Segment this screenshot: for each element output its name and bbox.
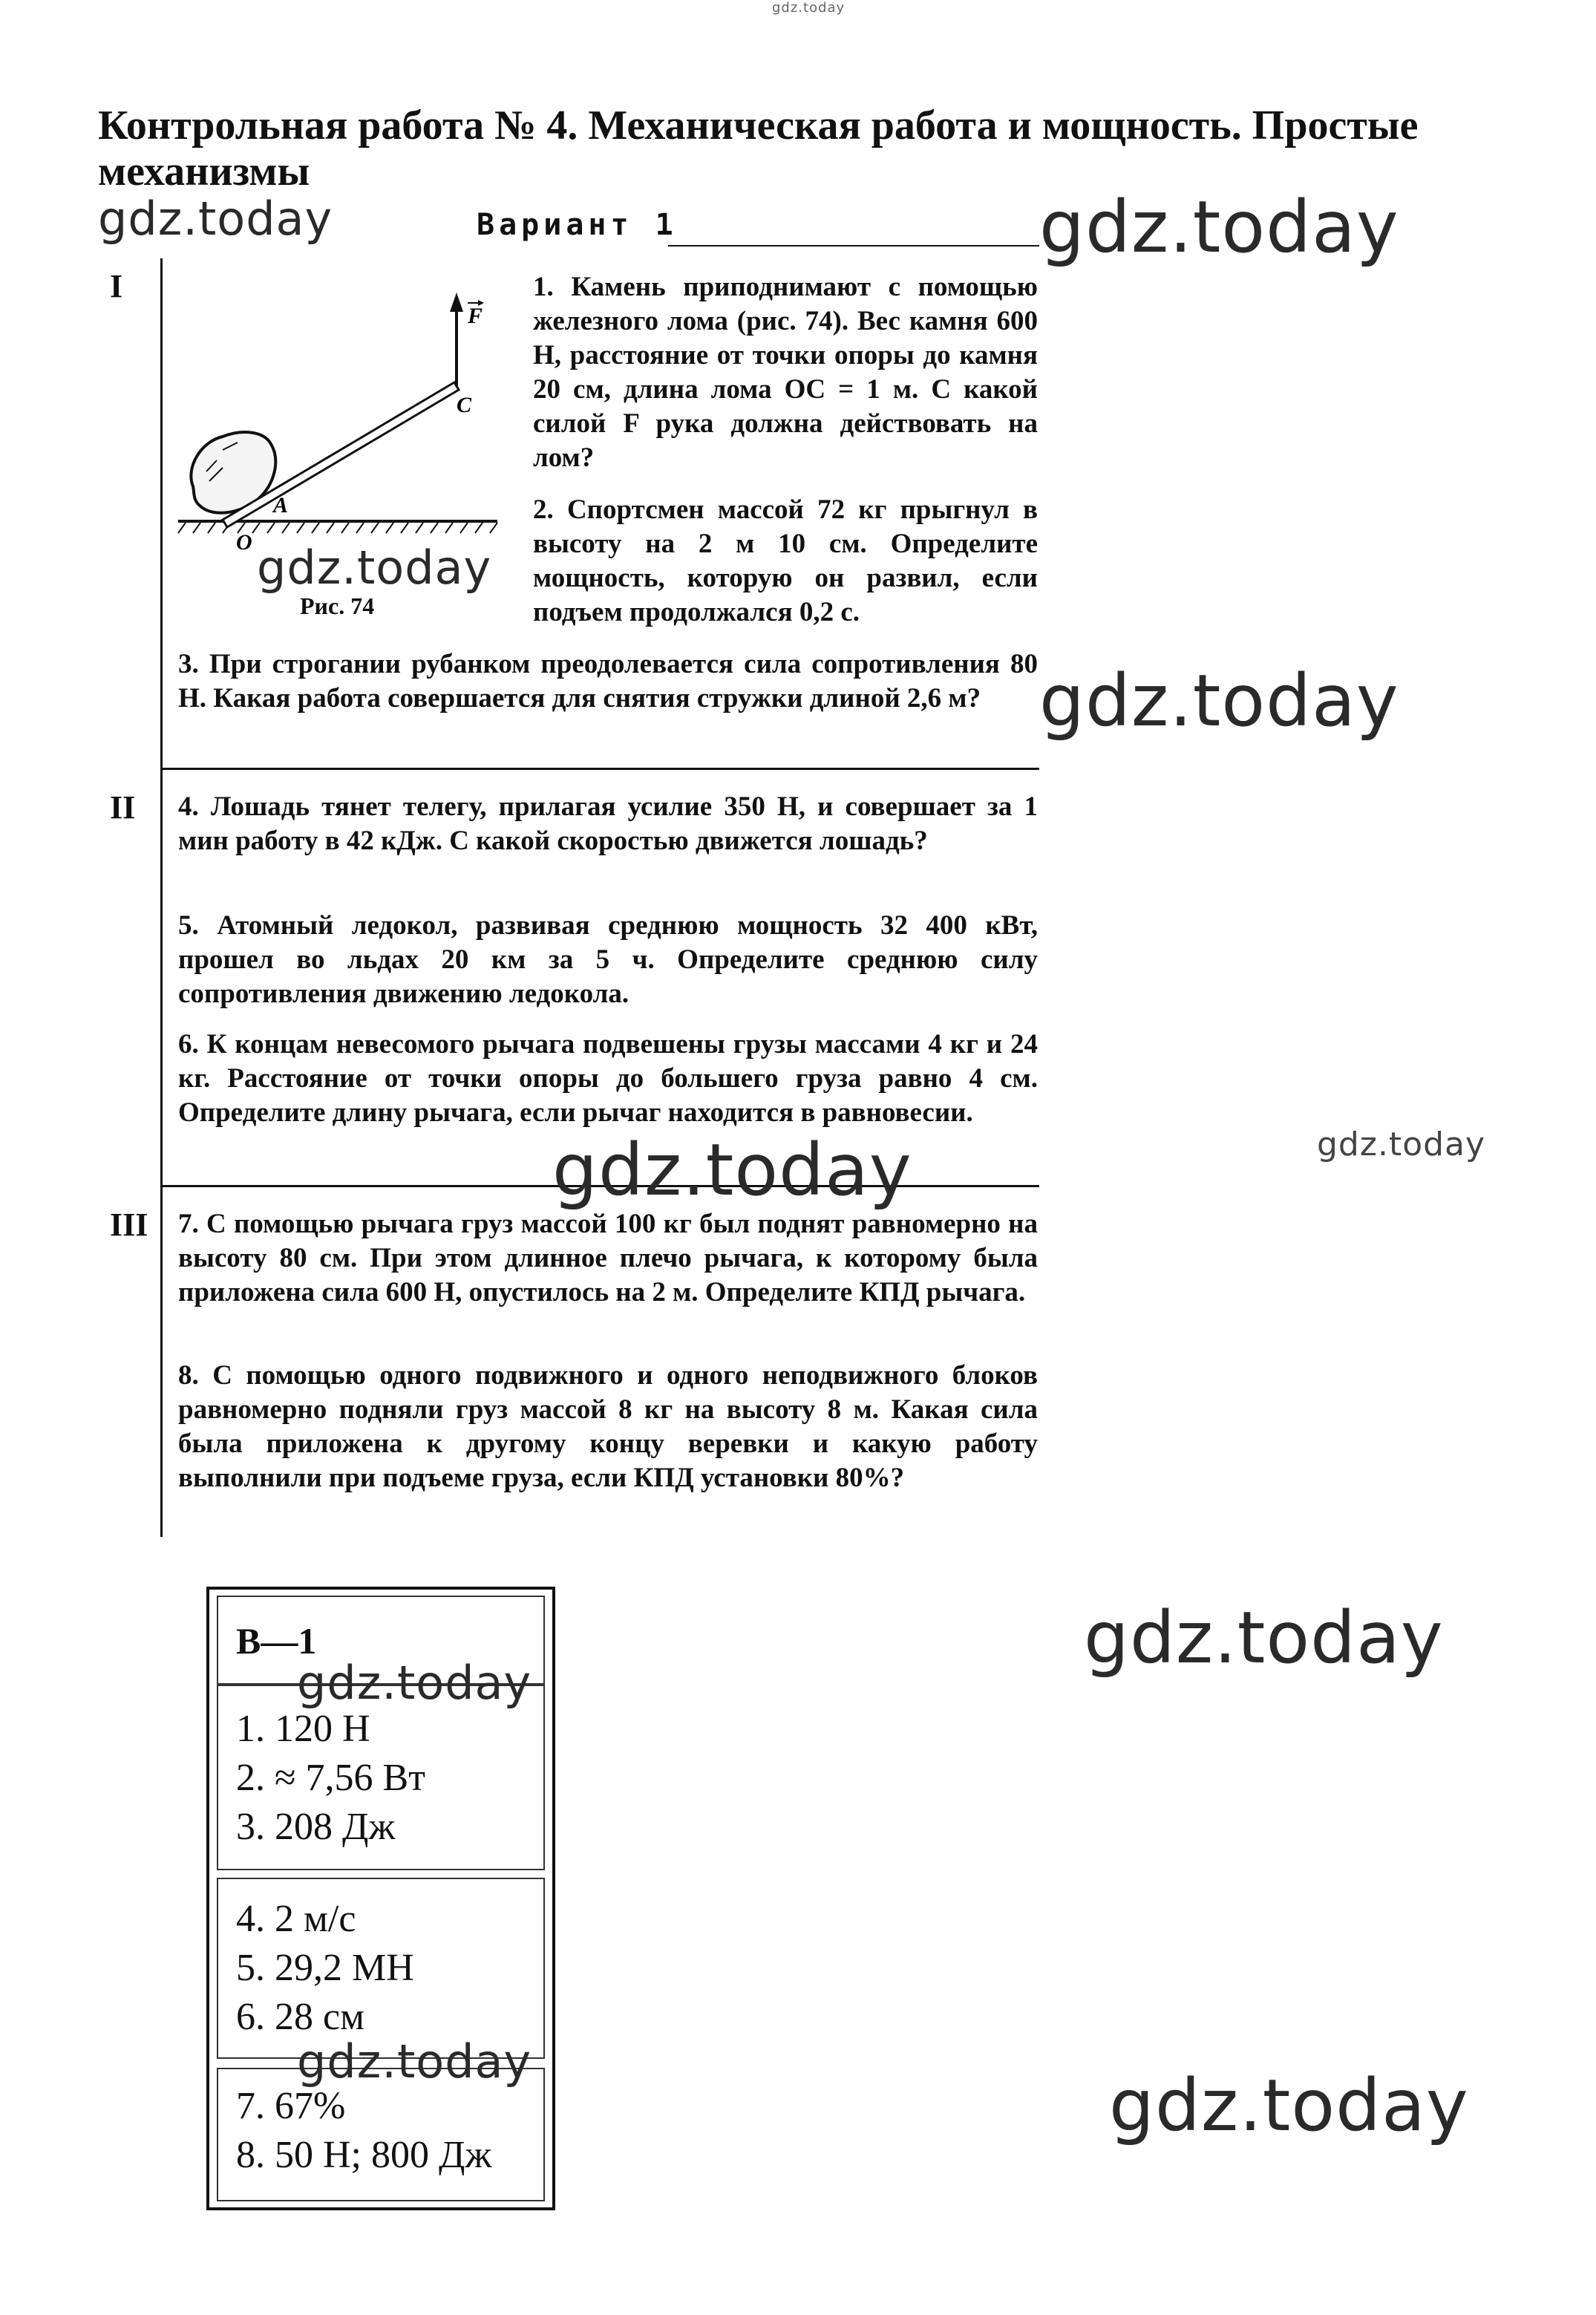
answers-group-1 xyxy=(217,1685,545,1870)
watermark: gdz.today xyxy=(1109,2064,1469,2147)
watermark: gdz.today xyxy=(1039,659,1399,742)
answer-6: 6. 28 см xyxy=(236,1996,364,2038)
answer-3: 3. 208 Дж xyxy=(236,1806,396,1848)
variant-underline xyxy=(668,245,1039,246)
lever-figure xyxy=(171,282,520,579)
label-c: C xyxy=(457,393,472,417)
task-8: 8. С помощью одного подвижного и одного неподвижного блоков равномерно подняли груз массой 8 кг на высоту 8 м. Какая сила была приложена к другому концу веревки и какую работу выполнили при подъеме груза, если КПД установки 80%? xyxy=(178,1360,1038,1493)
section-label-1: I xyxy=(110,268,123,304)
task-3: 3. При строгании рубанком преодолевается сила сопротивления 80 Н. Какая работа совершается для снятия стружки длиной 2,6 м? xyxy=(178,649,1038,714)
watermark-top: gdz.today xyxy=(772,0,846,16)
section-divider-1 xyxy=(160,768,1039,770)
task-7: 7. С помощью рычага груз массой 100 кг был поднят равномерно на высоту 80 см. При этом длинное плечо рычага, к которому была приложена сила 600 Н, опустилось на 2 м. Определите КПД рычага. xyxy=(178,1209,1038,1307)
watermark: gdz.today xyxy=(98,192,333,246)
task-2: 2. Спортсмен массой 72 кг прыгнул в высоту на 2 м 10 см. Определите мощность, которую он развил, если подъем продолжался 0,2 с. xyxy=(533,494,1038,627)
watermark: gdz.today xyxy=(1317,1126,1486,1163)
answer-4: 4. 2 м/с xyxy=(236,1898,356,1940)
watermark: gdz.today xyxy=(1084,1596,1444,1679)
page-title: Контрольная работа № 4. Механическая работа и мощность. Простые механизмы xyxy=(98,102,1419,195)
watermark: gdz.today xyxy=(552,1129,912,1212)
section-vertical-line xyxy=(160,258,163,1537)
task-1: 1. Камень приподнимают с помощью железного лома (рис. 74). Вес камня 600 Н, расстояние от точки опоры до камня 20 см, длина лома OC = 1 м. С какой силой F рука должна действовать на лом? xyxy=(533,272,1038,473)
answer-2: 2. ≈ 7,56 Вт xyxy=(236,1757,425,1799)
label-o: O xyxy=(236,530,252,555)
answers-heading: В—1 xyxy=(236,1620,317,1662)
figure-caption: Рис. 74 xyxy=(300,592,375,619)
watermark: gdz.today xyxy=(297,1656,532,1710)
section-label-2: II xyxy=(110,789,136,826)
label-a: A xyxy=(273,493,289,517)
task-4: 4. Лошадь тянет телегу, прилагая усилие 350 Н, и совершает за 1 мин работу в 42 кДж. С какой скоростью движется лошадь? xyxy=(178,791,1038,856)
task-6: 6. К концам невесомого рычага подвешены грузы массами 4 кг и 24 кг. Расстояние от точки опоры до большего груза равно 4 см. Определите длину рычага, если рычаг находится в равновесии. xyxy=(178,1029,1038,1128)
answer-5: 5. 29,2 МН xyxy=(236,1947,414,1989)
task-5: 5. Атомный ледокол, развивая среднюю мощность 32 400 кВт, прошел во льдах 20 км за 5 ч. Определите среднюю силу сопротивления движению ледокола. xyxy=(178,910,1038,1009)
answer-8: 8. 50 Н; 800 Дж xyxy=(236,2134,492,2176)
section-label-3: III xyxy=(110,1207,148,1243)
label-f: F xyxy=(468,304,483,328)
answers-group-2 xyxy=(217,1878,545,2059)
answer-1: 1. 120 Н xyxy=(236,1708,370,1750)
watermark: gdz.today xyxy=(297,2034,532,2089)
watermark: gdz.today xyxy=(1039,186,1399,269)
watermark: gdz.today xyxy=(257,541,492,595)
variant-label: Вариант 1 xyxy=(477,208,678,242)
answer-7: 7. 67% xyxy=(236,2085,346,2127)
